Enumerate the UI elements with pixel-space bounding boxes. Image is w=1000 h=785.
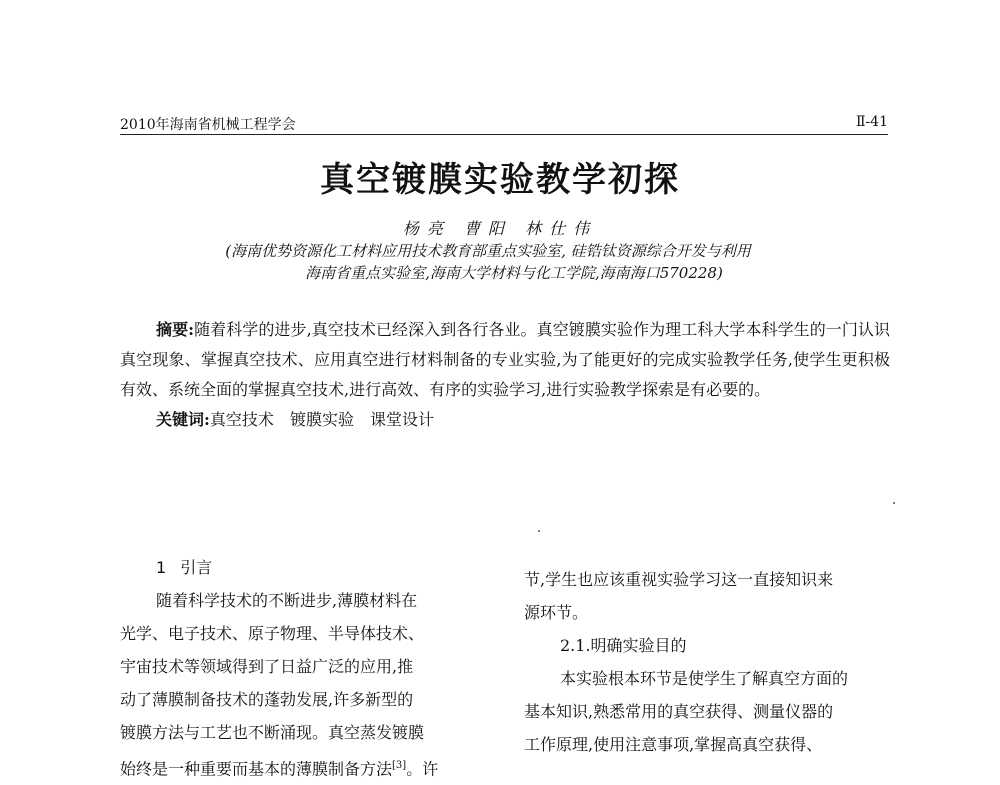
body-line: 本实验根本环节是使学生了解真空方面的 <box>560 669 849 688</box>
body-line: 基本知识,熟悉常用的真空获得、测量仪器的 <box>524 702 834 721</box>
abstract-text: 随着科学的进步,真空技术已经深入到各行各业。真空镀膜实验作为理工科大学本科学生的一门认识真空现象、掌握真空技术、应用真空进行材料制备的专业实验,为了能更好的完成实验教学任务,使学生更积极有效、系统全面的掌握真空技术,进行高效、有序的实验学习,进行实验教学探索是有必要的。 <box>120 320 890 399</box>
scan-speck <box>893 502 895 504</box>
body-line: 镀膜方法与工艺也不断涌现。真空蒸发镀膜 <box>120 723 425 742</box>
body-line: 宇宙技术等领域得到了日益广泛的应用,推 <box>120 657 414 676</box>
abstract-label: 摘要: <box>156 320 195 339</box>
subsection-heading: 2.1.明确实验目的 <box>560 636 687 655</box>
right-column <box>524 563 888 761</box>
paper-title: 真空镀膜实验教学初探 <box>320 160 680 200</box>
body-line <box>120 749 480 785</box>
citation: [3] <box>392 760 407 771</box>
affiliation-line-2: 海南省重点实验室,海南大学材料与化工学院,海南海口570228) <box>305 264 723 282</box>
paper-authors: 杨亮 曹阳 林仕伟 <box>402 219 598 238</box>
body-line: 光学、电子技术、原子物理、半导体技术、 <box>120 624 425 643</box>
body-line: 源环节。 <box>524 603 589 622</box>
body-line-trailing: 。许 <box>406 759 439 779</box>
section-number: 1 <box>156 558 167 577</box>
affiliation-line-1: (海南优势资源化工材料应用技术教育部重点实验室, 硅锆钛资源综合开发与利用 <box>225 242 751 260</box>
body-line: 工作原理,使用注意事项,掌握高真空获得、 <box>524 735 823 754</box>
keyword: 真空技术 <box>209 410 274 429</box>
section-title: 引言 <box>180 558 213 577</box>
left-column <box>120 551 480 785</box>
header-page-number: Ⅱ-41 <box>855 114 888 130</box>
keywords-label: 关键词: <box>156 410 210 429</box>
abstract-paragraph <box>120 315 890 405</box>
body-line: 节,学生也应该重视实验学习这一直接知识来 <box>524 570 834 589</box>
keyword: 镀膜实验 <box>289 410 354 429</box>
body-line: 随着科学技术的不断进步,薄膜材料在 <box>156 591 418 610</box>
keyword: 课堂设计 <box>369 410 434 429</box>
keywords-line <box>120 405 890 435</box>
body-line: 动了薄膜制备技术的蓬勃发展,许多新型的 <box>120 690 414 709</box>
header-conference: 2010年海南省机械工程学会 <box>120 117 296 133</box>
abstract-block <box>120 315 890 435</box>
body-line-text: 始终是一种重要而基本的薄膜制备方法 <box>120 759 393 779</box>
running-header <box>120 112 888 135</box>
section-heading <box>120 551 480 584</box>
scan-speck <box>538 530 540 532</box>
